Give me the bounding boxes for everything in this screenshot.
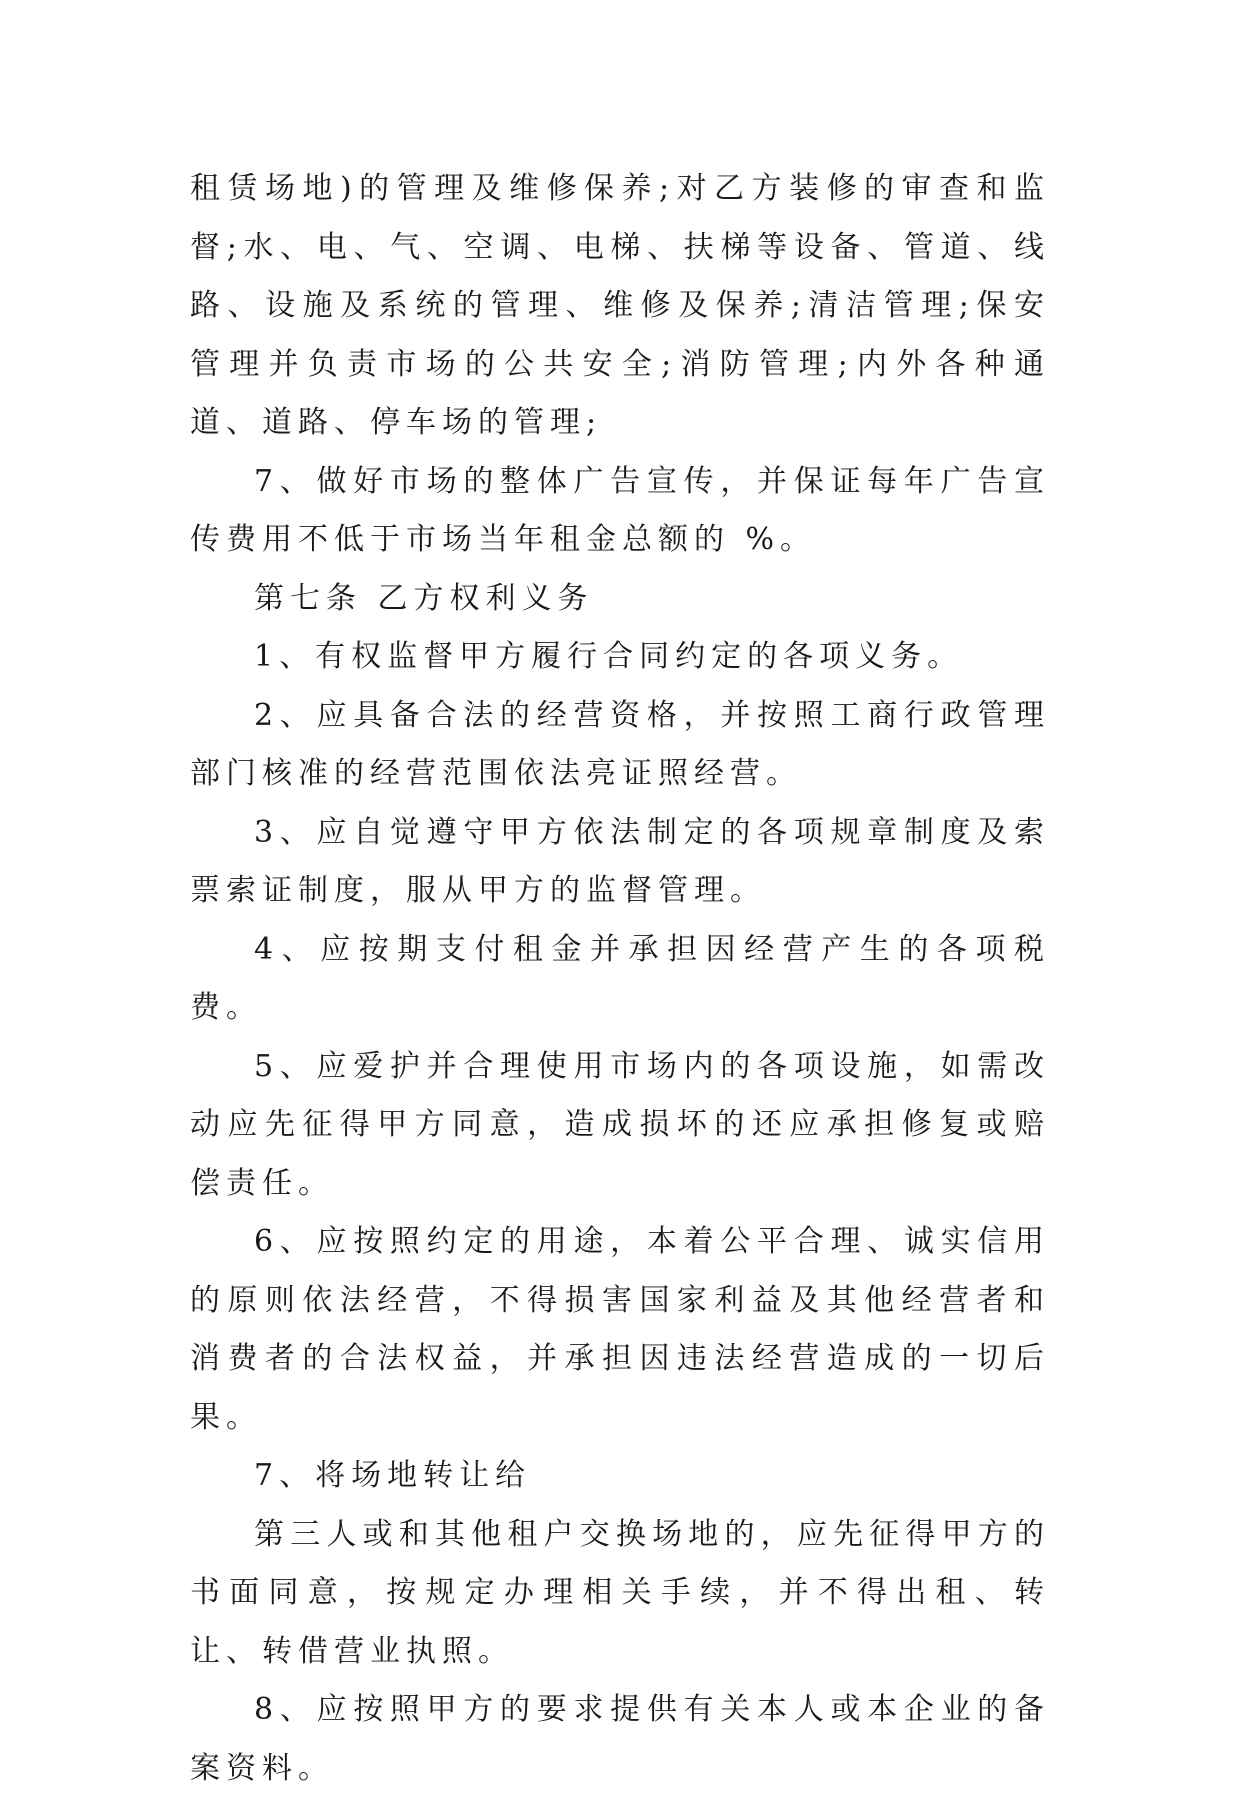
paragraph-item-8: 8、应按照甲方的要求提供有关本人或本企业的备案资料。 bbox=[190, 1692, 1050, 1786]
paragraph-item-7-advertising: 7、做好市场的整体广告宣传，并保证每年广告宣传费用不低于市场当年租金总额的 %。 bbox=[190, 463, 1050, 557]
paragraph-item-6: 6、应按照约定的用途，本着公平合理、诚实信用的原则依法经营，不得损害国家利益及其他经营者和消费者的合法权益，并承担因违法经营造成的一切后果。 bbox=[190, 1224, 1050, 1435]
paragraph-item-5: 5、应爱护并合理使用市场内的各项设施，如需改动应先征得甲方同意，造成损坏的还应承担修复或赔偿责任。 bbox=[190, 1048, 1050, 1201]
paragraph-item-4: 4、应按期支付租金并承担因经营产生的各项税费。 bbox=[190, 931, 1050, 1025]
section-heading-article-7: 第七条 乙方权利义务 bbox=[254, 580, 594, 616]
paragraph-item-2: 2、应具备合法的经营资格，并按照工商行政管理部门核准的经营范围依法亮证照经营。 bbox=[190, 697, 1050, 791]
paragraph-item-7-transfer: 7、将场地转让给 bbox=[254, 1458, 532, 1493]
paragraph-facility-management: 租赁场地)的管理及维修保养;对乙方装修的审查和监督;水、电、气、空调、电梯、扶梯等设备、管道、线路、设施及系统的管理、维修及保养;清洁管理;保安管理并负责市场的公共安全;消防管理;内外各种通道、道路、停车场的管理; bbox=[190, 171, 1050, 440]
document-body bbox=[190, 160, 1050, 1798]
paragraph-transfer-continued: 第三人或和其他租户交换场地的，应先征得甲方的书面同意，按规定办理相关手续，并不得出租、转让、转借营业执照。 bbox=[190, 1516, 1050, 1669]
paragraph-item-3: 3、应自觉遵守甲方依法制定的各项规章制度及索票索证制度，服从甲方的监督管理。 bbox=[190, 814, 1050, 908]
paragraph-item-1: 1、有权监督甲方履行合同约定的各项义务。 bbox=[254, 639, 964, 674]
